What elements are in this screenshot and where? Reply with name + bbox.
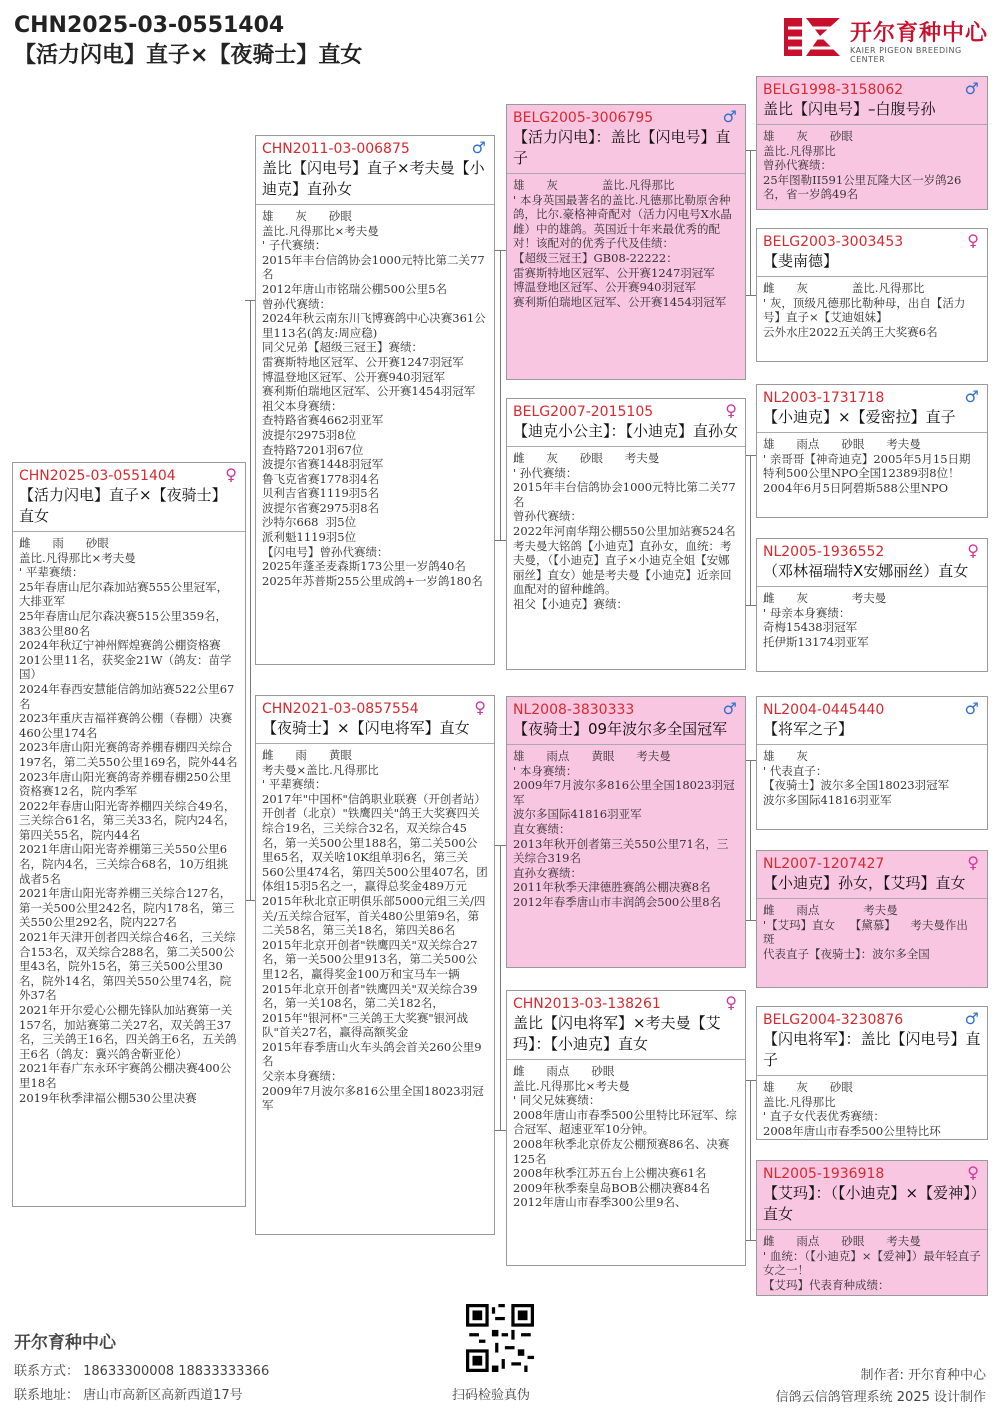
female-icon: ♀: [725, 401, 737, 420]
card-ring: NL2005-1936918: [763, 1166, 885, 1182]
female-icon: ♀: [725, 993, 737, 1012]
card-ring: NL2008-3830333: [513, 702, 635, 718]
card-name: 【将军之子】: [763, 720, 854, 738]
card-name: 【闪电将军】：盖比【闪电号】直子: [763, 1030, 981, 1069]
female-icon: ♀: [967, 853, 979, 872]
card-ring: NL2003-1731718: [763, 390, 885, 406]
card-body: 雄 雨点 砂眼 考夫曼 ' 亲哥哥【神奇迪克】2005年5月15日期特利500公里NPO全国12389羽8位！ 2004年6月5日阿碧斯588公里NPO: [763, 437, 971, 495]
male-icon: ♂: [964, 79, 979, 98]
card-ring: NL2004-0445440: [763, 702, 885, 718]
pedigree-card-ggp-3[interactable]: [756, 384, 988, 518]
card-ring: CHN2013-03-138261: [513, 996, 661, 1012]
connector-line: [750, 1080, 751, 1240]
card-name: 【迪克小公主】：【小迪克】直孙女: [513, 422, 739, 440]
pedigree-card-ggp-1[interactable]: [756, 76, 988, 210]
card-ring: CHN2021-03-0857554: [262, 701, 419, 717]
pedigree-card-sire-dam[interactable]: [506, 398, 746, 670]
qr-code-icon[interactable]: [466, 1304, 534, 1372]
card-body: 雌 灰 砂眼 考夫曼 ' 孙代赛绩： 2015年丰台信鸽协会1000元特比第二关77名 曾孙代赛绩： 2022年河南华翔公棚550公里加站赛524名 考夫曼大铭鸽【小迪克】直孙女，血统：考夫曼，（【小迪克】直子×小迪克全姐【安娜丽丝】直女）她是考夫曼【小迪克】近亲回血配对的留种雌鸽。 祖父【小迪克】赛绩：: [513, 451, 736, 611]
card-name: 【夜骑士】09年波尔多全国冠军: [513, 720, 728, 738]
card-name: 盖比【闪电号】–白腹号孙: [763, 100, 936, 118]
female-icon: ♀: [967, 231, 979, 250]
male-icon: ♂: [964, 387, 979, 406]
card-body: 雌 雨点 砂眼 盖比.凡得那比×考夫曼 ' 同父兄妹赛绩： 2008年唐山市春季500公里特比环冠军、综合冠军、超速亚军10分钟。 2008年秋季北京侨友公棚预赛86名、决赛125名 2008年秋季江苏五台上公棚决赛61名 2009年秋季秦皇岛BOB公棚决赛84名 2012年唐山市春季300公里9名、: [513, 1064, 737, 1210]
male-icon: ♂: [471, 138, 486, 157]
male-icon: ♂: [964, 699, 979, 718]
pedigree-card-sire-sire[interactable]: [506, 104, 746, 380]
card-name: 【小迪克】×【爱密拉】直子: [763, 408, 956, 426]
pedigree-card-ggp-8[interactable]: [756, 1160, 988, 1296]
card-name: 盖比【闪电将军】×考夫曼【艾玛】：【小迪克】直女: [513, 1014, 721, 1053]
logo-name: 开尔育种中心: [850, 21, 989, 46]
card-name: 【活力闪电】直子×【夜骑士】直女: [19, 486, 227, 525]
male-icon: ♂: [722, 107, 737, 126]
card-name: 【斐南德】: [763, 252, 839, 270]
connector-line: [494, 540, 506, 541]
female-icon: ♀: [967, 541, 979, 560]
connector-line: [494, 1130, 506, 1131]
card-ring: BELG2004-3230876: [763, 1012, 904, 1028]
card-ring: NL2005-1936552: [763, 544, 885, 560]
female-icon: ♀: [474, 698, 486, 717]
footer-address: 联系地址： 唐山市高新区高新西道17号: [14, 1388, 243, 1403]
card-body: 雄 灰 砂眼 盖比.凡得那比 ' 直子女代表优秀赛绩： 2008年唐山市春季500公里特比环: [763, 1080, 941, 1138]
pedigree-card-subject[interactable]: [12, 462, 246, 1207]
card-body: 雌 雨 砂眼 盖比.凡得那比×考夫曼 ' 平辈赛绩： 25年春唐山尼尔森加站赛555公里冠军，大排亚军 25年春唐山尼尔森决赛515公里359名，383公里80名 2024年秋辽宁神州辉煌赛鸽公棚资格赛201公里11名，获奖金21W（鸽友：苗学国） 2024年春西安慧能信鸽加站赛522公里67名 2023年重庆吉福祥赛鸽公棚（春棚）决赛460公里174名 2023年唐山阳光赛鸽寄养棚春棚四关综合197名，第二关550公里169名，院外44名 2023年唐山阳光赛鸽寄养棚春棚250公里资格赛12名，院内季军 2022年春唐山阳光寄养棚四关综合49名，三关综合61名，第三关33名，院内24名，第四关55名，院内44名 2021年唐山阳光寄养棚第三关550公里6名，院内4名，三关综合68名，10万组挑战者5名 2021年唐山阳光寄养棚三关综合127名，第一关500公里242名，院内178名，第三关550公里292名，院内227名 2021年天津开创者四关综合46名，三关综合153名，双关综合288名，第二关500公里43名，院外15名，第三关500公里30名，院外14名，第四关550公里74名，院外37名 2021年开尔爱心公棚先锋队加站赛第一关157名，加站赛第二关27名，双关鸽王37名，三关鸽王16名，四关鸽王6名，五关鸽王6名（鸽友：冀兴鸽舍靳亚伦） 2021年春广东永环宇赛鸽公棚决赛400公里18名 2019年秋季津福公棚530公里决赛: [19, 536, 238, 1105]
card-ring: NL2007-1207427: [763, 856, 885, 872]
card-name: 【夜骑士】×【闪电将军】直女: [262, 719, 470, 737]
connector-line: [500, 845, 501, 1130]
card-ring: BELG1998-3158062: [763, 82, 904, 98]
female-icon: ♀: [225, 465, 237, 484]
pedigree-card-dam-dam[interactable]: [506, 990, 746, 1266]
pedigree-card-dam[interactable]: [255, 695, 495, 1235]
card-body: 雌 灰 考夫曼 ' 母亲本身赛绩： 奇梅15438羽冠军 托伊斯13174羽亚军: [763, 591, 887, 649]
footer-maker: 制作者: 开尔育种中心: [860, 1368, 986, 1383]
connector-line: [245, 900, 255, 901]
pedigree-card-dam-sire[interactable]: [506, 696, 746, 968]
female-icon: ♀: [967, 1163, 979, 1182]
qr-caption: 扫码检验真伪: [452, 1388, 531, 1403]
card-body: 雄 灰 ' 代表直子： 【夜骑士】波尔多全国18023羽冠军 波尔多国际41816羽亚军: [763, 749, 950, 807]
card-name: 【活力闪电】：盖比【闪电号】直子: [513, 128, 731, 167]
pedigree-card-ggp-4[interactable]: [756, 538, 988, 672]
card-ring: CHN2011-03-006875: [262, 141, 410, 157]
footer-company: 开尔育种中心: [14, 1333, 116, 1353]
connector-line: [750, 455, 751, 605]
card-body: 雌 雨 黄眼 考夫曼×盖比.凡得那比 ' 平辈赛绩： 2017年"中国杯"信鸽职业联赛（开创者站）开创者（北京）"铁鹰四关"鸽王大奖赛四关综合19名，三关综合32名，双关综合45名，第一关500公里188名，第二关500公里65名，双关啥10K组单羽6名，第三关560公里474名，第四关500公里407名，团体组15羽5名之一，赢得总奖金489万元 2015年秋北京正明俱乐部5000元组三关/四关/五关综合冠军，首关480公里第9名，第二关58名，第三关18名，第四关86名 2015年北京开创者"铁鹰四关"双关综合27名，第一关500公里913名，第二关500公里12名，赢得奖金100万和宝马车一辆 2015年北京开创者"铁鹰四关"双关综合39名，第一关108名，第二关182名， 2015年"银河杯"三关鸽王大奖赛"银河战队"首关27名，赢得高额奖金 2015年春季唐山火车头鸽会首关260公里9名 父亲本身赛绩： 2009年7月波尔多816公里全国18023羽冠军: [262, 748, 488, 1113]
header-title: 【活力闪电】直子×【夜骑士】直女: [14, 43, 363, 68]
header-ring: CHN2025-03-0551404: [14, 13, 285, 38]
pedigree-card-ggp-7[interactable]: [756, 1006, 988, 1140]
connector-line: [750, 760, 751, 920]
card-body: 雌 雨点 考夫曼 '【艾玛】直女 【黛慕】 考夫曼作出 斑 代表直子【夜骑士】：波尔多全国: [763, 903, 968, 961]
connector-line: [250, 300, 251, 900]
pedigree-card-ggp-2[interactable]: [756, 228, 988, 362]
footer-contact: 联系方式： 18633300008 18833333366: [14, 1364, 270, 1379]
card-ring: CHN2025-03-0551404: [19, 468, 176, 484]
card-name: 【小迪克】孙女，【艾玛】直女: [763, 874, 966, 892]
pedigree-card-sire[interactable]: [255, 135, 495, 665]
card-name: 盖比【闪电号】直子×考夫曼【小迪克】直孙女: [262, 159, 485, 198]
brand-logo: [780, 14, 990, 62]
male-icon: ♂: [722, 699, 737, 718]
footer-system: 信鸽云信鸽管理系统 2025 设计制作: [775, 1390, 986, 1405]
connector-line: [500, 250, 501, 540]
card-ring: BELG2007-2015105: [513, 404, 654, 420]
card-name: （邓林福瑞特X安娜丽丝）直女: [763, 562, 969, 580]
pedigree-card-ggp-6[interactable]: [756, 850, 988, 988]
card-body: 雌 灰 盖比.凡得那比 ' 灰，顶级凡德那比勒种母，出自【活力号】直子×【艾迪姐妹】 云外水庄2022五关鸽王大奖赛6名: [763, 281, 966, 339]
kaier-logo-icon: [780, 14, 844, 60]
card-body: 雄 灰 砂眼 盖比.凡得那比×考夫曼 ' 子代赛绩： 2015年丰台信鸽协会1000元特比第二关77名 2012年唐山市铭瑞公棚500公里5名 曾孙代赛绩： 2024年秋云南东川飞博赛鸽中心决赛361公里113名(鸽友:周应稳) 同父兄弟【超级三冠王】赛绩： 雷赛斯特地区冠军、公开赛1247羽冠军 博温登地区冠军、公开赛940羽冠军 赛利斯伯瑞地区冠军、公开赛1454羽冠军 祖父本身赛绩： 查特路省赛4662羽亚军 波提尔2975羽8位 查特路7201羽67位 波提尔省赛1448羽冠军 鲁飞克省赛1778羽4名 贝利吉省赛1119羽5名 波提尔省赛2975羽8名 沙特尔668 羽5位 派利魁1119羽5位 【闪电号】曾孙代赛绩： 2025年蓬圣麦森斯173公里一岁鸽40名 2025年苏普斯255公里成鸽+一岁鸽180名: [262, 209, 486, 588]
card-body: 雄 灰 盖比.凡得那比 ' 本身英国最著名的盖比.凡德那比勒原舍种鸽，比尔.豪格神奇配对（活力闪电号X水晶雌）中的雄鸽。英国近十年来最优秀的配对！该配对的优秀子代及佳绩： 【超级三冠王】GB08-22222： 雷赛斯特地区冠军、公开赛1247羽冠军 博温登地区冠军、公开赛940羽冠军 赛利斯伯瑞地区冠军、公开赛1454羽冠军: [513, 178, 732, 309]
pedigree-card-ggp-5[interactable]: [756, 696, 988, 830]
card-ring: BELG2003-3003453: [763, 234, 904, 250]
card-body: 雄 雨点 黄眼 考夫曼 ' 本身赛绩： 2009年7月波尔多816公里全国18023羽冠军 波尔多国际41816羽亚军 直女赛绩： 2013年秋开创者第三关550公里71名，三关综合319名 直孙女赛绩： 2011年秋季天津德胜赛鸽公棚决赛8名 2012年春季唐山市丰润鸽会500公里8名: [513, 749, 735, 909]
card-name: 【艾玛】：（【小迪克】×【爱神】）直女: [763, 1184, 979, 1223]
male-icon: ♂: [964, 1009, 979, 1028]
card-body: 雄 灰 砂眼 盖比.凡得那比 曾孙代赛绩： 25年图勒II591公里瓦隆大区一岁鸽26名，省一岁鸽49名: [763, 129, 962, 202]
logo-en: KAIER PIGEON BREEDING CENTER: [850, 46, 962, 64]
card-ring: BELG2005-3006795: [513, 110, 654, 126]
connector-line: [750, 150, 751, 295]
card-body: 雌 雨点 砂眼 考夫曼 ' 血统：（【小迪克】×【爱神】）最年轻直子女之一！ 【艾玛】代表育种成绩：: [763, 1234, 981, 1292]
